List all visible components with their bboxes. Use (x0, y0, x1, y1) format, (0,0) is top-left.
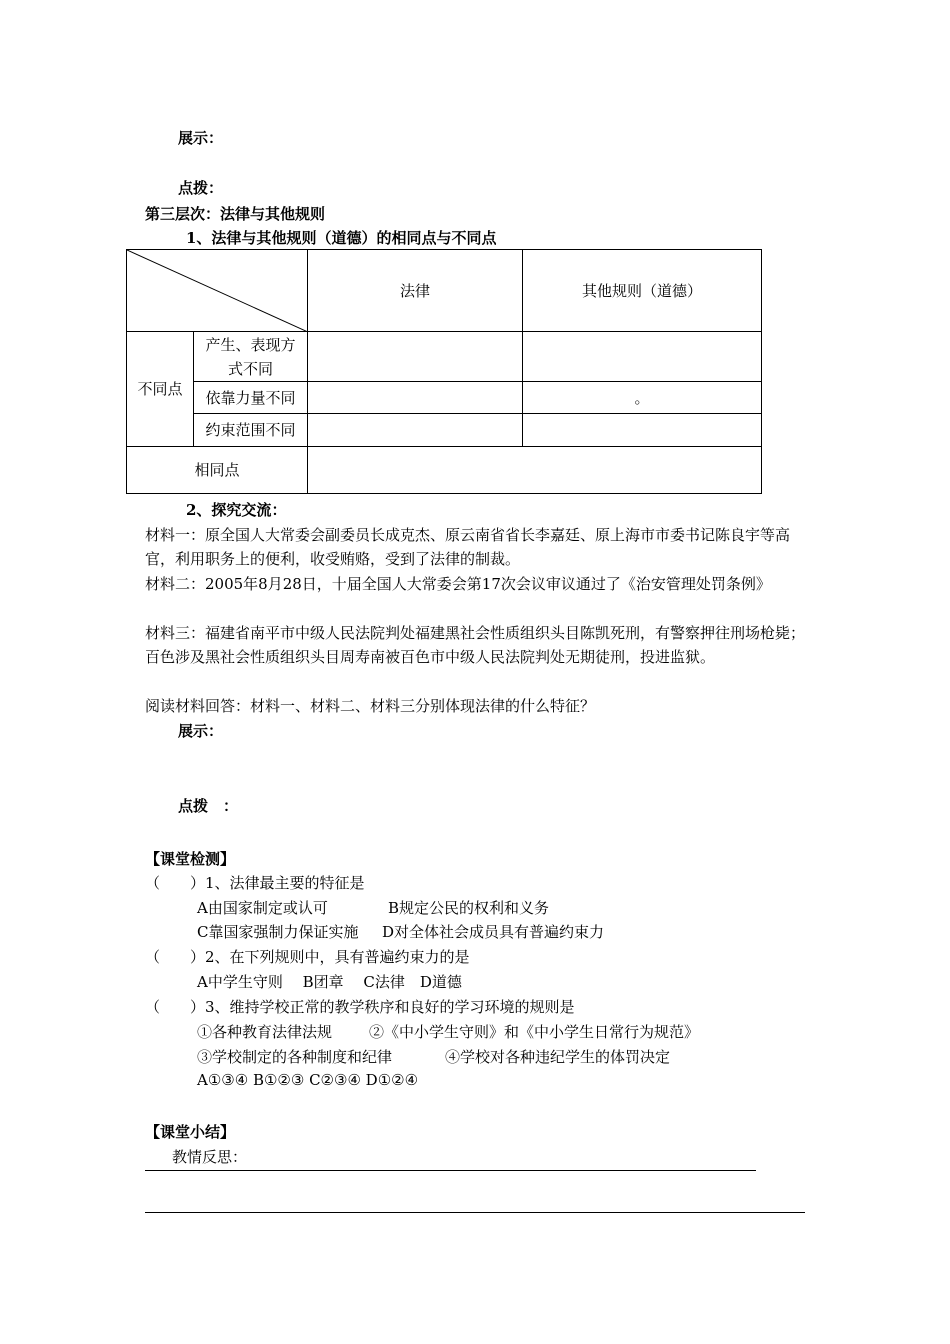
question-1: （ ）1、法律最主要的特征是 (145, 874, 365, 892)
cell-force-other: 。 (523, 382, 762, 414)
row-label-scope: 约束范围不同 (194, 414, 308, 447)
diff-label: 不同点 (127, 332, 194, 447)
q3-item-1: ①各种教育法律法规 (197, 1023, 333, 1041)
q3-options: A①③④ B①②③ C②③④ D①②④ (197, 1071, 419, 1089)
item1-title: 1、法律与其他规则（道德）的相同点与不同点 (186, 229, 497, 247)
col-header-other: 其他规则（道德） (523, 250, 762, 332)
reflection-line (145, 1170, 756, 1171)
summary-title: 【课堂小结】 (145, 1123, 236, 1141)
q1-option-d: D对全体社会成员具有普遍约束力 (382, 923, 605, 941)
cell-scope-other (523, 414, 762, 447)
material-3: 材料三：福建省南平市中级人民法院判处福建黑社会性质组织头目陈凯死刑，有警察押往刑场枪毙；百色涉及黑社会性质组织头目周寿南被百色市中级人民法院判处无期徒刑，投进监狱。 (145, 624, 806, 666)
diagonal-header-cell (127, 250, 308, 332)
row-label-force: 依靠力量不同 (194, 382, 308, 414)
q3-item-3: ③学校制定的各种制度和纪律 (197, 1048, 393, 1066)
q3-item-4: ④学校对各种违纪学生的体罚决定 (445, 1048, 671, 1066)
col-header-law: 法律 (308, 250, 523, 332)
check-title: 【课堂检测】 (145, 850, 236, 868)
q3-item-2: ②《中小学生守则》和《中小学生日常行为规范》 (369, 1023, 700, 1041)
hint-label-1: 点拨： (178, 179, 224, 197)
q1-option-a: A由国家制定或认可 (197, 899, 328, 917)
q1-option-b: B规定公民的权利和义务 (388, 899, 550, 917)
material-1: 材料一：原全国人大常委会副委员长成克杰、原云南省省长李嘉廷、原上海市市委书记陈良宇等高官，利用职务上的便利，收受贿赂，受到了法律的制裁。 (145, 526, 791, 568)
cell-origin-law (308, 332, 523, 382)
show-label-1: 展示： (178, 129, 224, 147)
q2-options: A中学生守则 B团章 C法律 D道德 (197, 973, 462, 991)
row-label-origin-line2: 式不同 (227, 359, 273, 378)
show-label-2: 展示： (178, 722, 224, 740)
q1-option-c: C靠国家强制力保证实施 (197, 923, 359, 941)
comparison-table (126, 249, 762, 494)
row-label-origin-line1: 产生、表现方 (205, 335, 296, 354)
question-2: （ ）2、在下列规则中，具有普遍约束力的是 (145, 948, 470, 966)
same-value (308, 447, 762, 494)
footer-line (145, 1212, 805, 1213)
question: 阅读材料回答：材料一、材料二、材料三分别体现法律的什么特征？ (145, 697, 596, 715)
diagonal-line (127, 250, 308, 332)
cell-force-law (308, 382, 523, 414)
cell-origin-other (523, 332, 762, 382)
item2-title: 2、探究交流： (186, 501, 287, 519)
row-label-origin (194, 332, 308, 382)
reflection-label: 教情反思： (172, 1148, 248, 1166)
level3-title: 第三层次：法律与其他规则 (145, 205, 326, 223)
cell-scope-law (308, 414, 523, 447)
same-label: 相同点 (127, 447, 308, 494)
hint-label-2: 点拨 ： (178, 797, 239, 815)
material-2: 材料二：2005年8月28日，十届全国人大常委会第17次会议审议通过了《治安管理处罚条例》 (145, 575, 771, 593)
question-3: （ ）3、维持学校正常的教学秩序和良好的学习环境的规则是 (145, 998, 575, 1016)
